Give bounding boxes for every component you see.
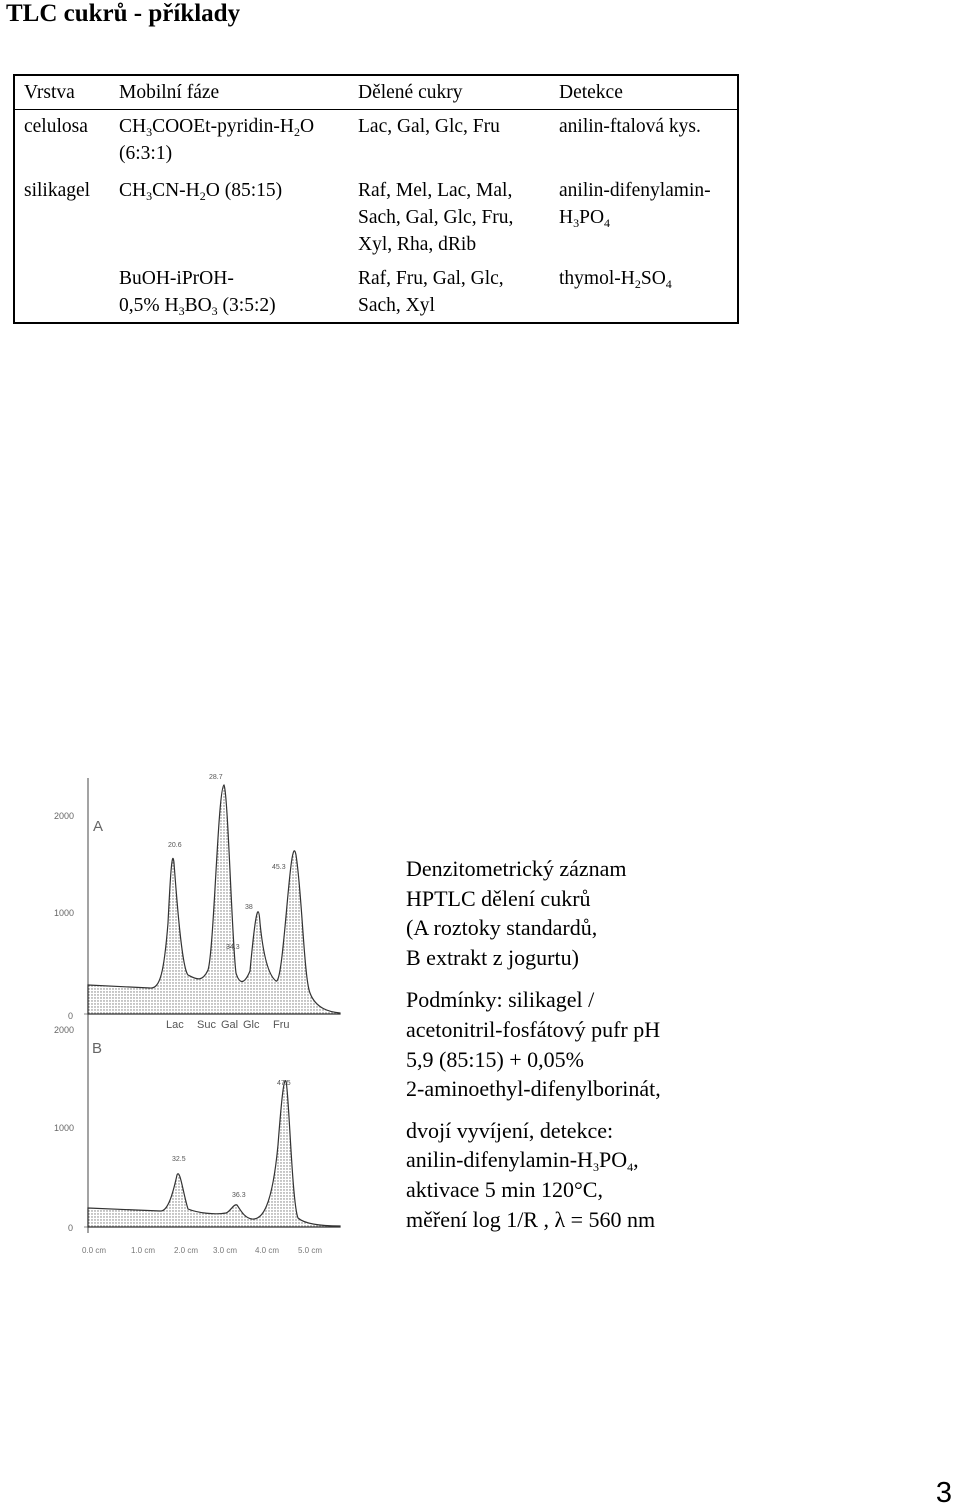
x-tick-label: 4.0 cm: [255, 1246, 280, 1255]
table-row: [14, 173, 738, 261]
x-tick-label: 5.0 cm: [298, 1246, 323, 1255]
x-tick-label: 3.0 cm: [213, 1246, 238, 1255]
x-tick-label: 1.0 cm: [131, 1246, 156, 1255]
y-tick-a: 2000: [54, 811, 75, 821]
table-row: [14, 261, 738, 323]
page-title: TLC cukrů - příklady: [6, 0, 241, 27]
y-tick-a: 0: [68, 1011, 74, 1021]
peak-label-a: 45.3: [272, 864, 286, 871]
header-sugars: Dělené cukry: [349, 75, 550, 110]
caption-line: (A roztoky standardů,: [406, 915, 598, 941]
cell-detection: thymol-$H_2SO_4$: [559, 268, 672, 291]
cell-detection: anilin-ftalová kys.: [559, 116, 701, 137]
caption-line: B extrakt z jogurtu): [406, 944, 579, 970]
panel-a: [54, 774, 340, 1031]
header-mobile-phase: Mobilní fáze: [110, 75, 349, 110]
table-row: [14, 110, 738, 174]
cell-sugars: Raf, Fru, Gal, Glc, Sach, Xyl: [358, 268, 504, 316]
peak-label-a: 34.3: [226, 944, 240, 951]
sugar-label: Suc: [197, 1019, 216, 1031]
cell-sugars: Raf, Mel, Lac, Mal, Sach, Gal, Glc, Fru, Xyl, Rha, dRib: [358, 180, 514, 255]
activation-line: aktivace 5 min 120°C,: [406, 1176, 603, 1202]
cell-layer: silikagel: [24, 180, 91, 201]
peak-label-a: 28.7: [209, 774, 223, 781]
cell-layer: [14, 261, 110, 323]
table-header-row: [14, 75, 738, 110]
peak-label-a: 38: [245, 904, 253, 911]
chromatogram-trace-a: [88, 785, 340, 1014]
y-tick-b: 1000: [54, 1123, 75, 1133]
panel-b-label: B: [92, 1040, 103, 1057]
conditions-line: 5,9 (85:15) + 0,05%: [406, 1046, 584, 1072]
peak-label-b: 36.3: [232, 1192, 246, 1199]
caption-line: HPTLC dělení cukrů: [406, 885, 591, 911]
header-detection: Detekce: [550, 75, 738, 110]
cell-phase: BuOH-iPrOH- 0,5% $H_3BO_3$ (3:5:2): [119, 268, 276, 318]
peak-label-a: 20.6: [168, 842, 182, 849]
figure-annotation: [406, 854, 926, 1234]
measurement-line: měření log 1/R , λ = 560 nm: [406, 1206, 656, 1232]
sugar-label: Fru: [273, 1019, 290, 1031]
conditions-line: Podmínky: silikagel /: [406, 987, 595, 1013]
peak-label-b: 47.5: [277, 1080, 291, 1087]
caption-line: Denzitometrický záznam: [406, 856, 627, 881]
conditions-line: acetonitril-fosfátový pufr pH: [406, 1016, 661, 1042]
cell-phase: $CH_3CN-H_2O$ (85:15): [119, 180, 283, 203]
cell-layer: celulosa: [24, 116, 88, 137]
sugar-label: Lac: [166, 1019, 184, 1031]
y-tick-b: 2000: [54, 1025, 75, 1035]
cell-detection: anilin-difenylamin- $H_3PO_4$: [559, 180, 711, 230]
cell-sugars: Lac, Gal, Glc, Fru: [358, 116, 500, 137]
sugar-label: Glc: [243, 1019, 260, 1031]
peak-label-b: 32.5: [172, 1156, 186, 1163]
densitometry-figure: [40, 763, 380, 1263]
tlc-table: [13, 74, 739, 324]
conditions-line: 2-aminoethyl-difenylborinát,: [406, 1076, 661, 1102]
development-line: dvojí vyvíjení, detekce:: [406, 1117, 614, 1143]
y-tick-a: 1000: [54, 908, 75, 918]
panel-b: [54, 1021, 340, 1255]
panel-a-label: A: [93, 818, 104, 835]
x-tick-label: 0.0 cm: [82, 1246, 107, 1255]
y-tick-b: 0: [68, 1223, 74, 1233]
page-number: 3: [935, 1477, 952, 1509]
sugar-label: Gal: [221, 1019, 239, 1031]
detection-line: anilin-$difenylamin-H_3PO_4$,: [406, 1147, 639, 1175]
chromatogram-trace-b: [88, 1081, 340, 1227]
header-layer: Vrstva: [14, 75, 110, 110]
x-tick-label: 2.0 cm: [174, 1246, 199, 1255]
cell-phase: $CH_3COOEt-pyridin-H_2O$ (6:3:1): [119, 116, 315, 164]
